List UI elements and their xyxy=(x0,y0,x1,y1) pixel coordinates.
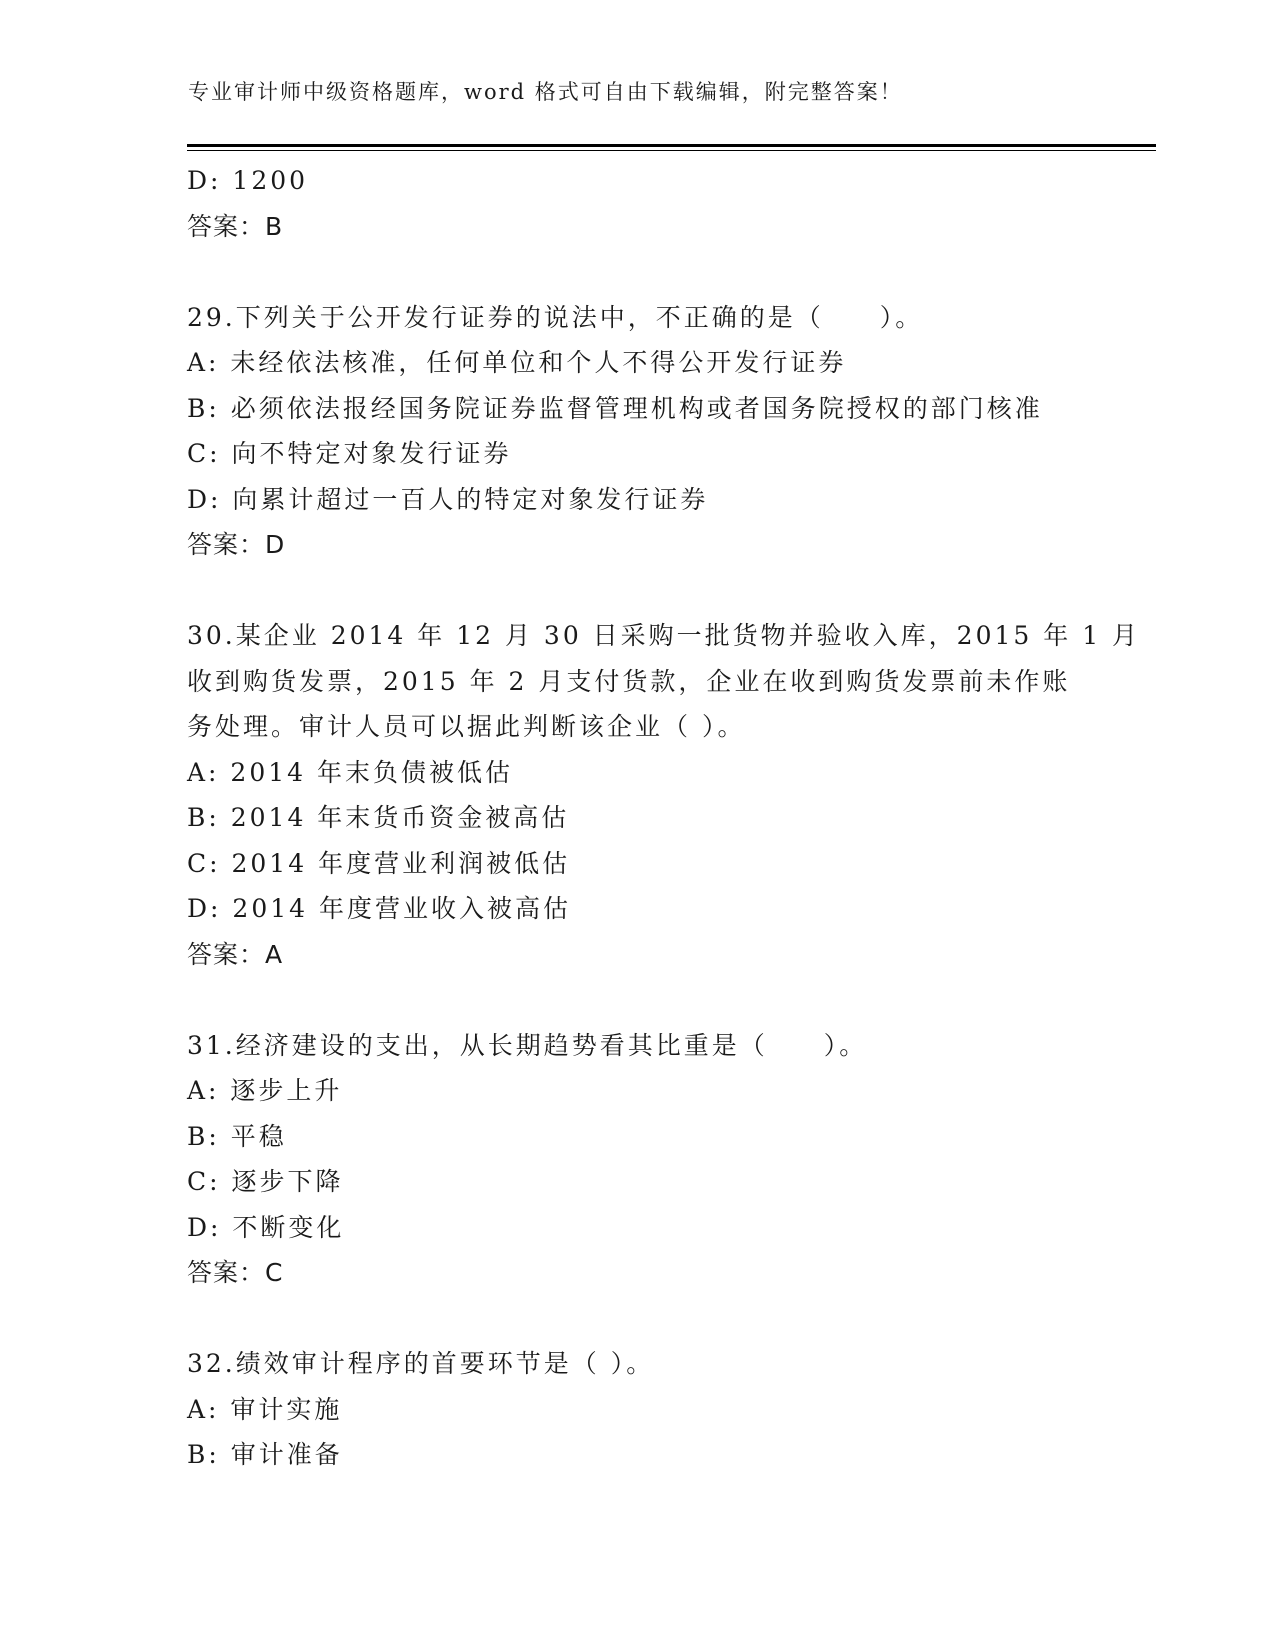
page-header: 专业审计师中级资格题库，word 格式可自由下载编辑，附完整答案！ xyxy=(188,80,903,104)
question-32-option-b: B: 审计准备 xyxy=(187,1440,343,1469)
question-29-option-b: B: 必须依法报经国务院证券监督管理机构或者国务院授权的部门核准 xyxy=(187,393,1043,423)
question-29-answer: 答案：D xyxy=(187,530,286,559)
question-31-stem: 31.经济建设的支出，从长期趋势看其比重是（ ）。 xyxy=(187,1030,868,1060)
spacer xyxy=(187,568,1087,614)
question-29-option-a: A: 未经依法核准，任何单位和个人不得公开发行证券 xyxy=(187,348,847,377)
question-30-option-b: B: 2014 年末货币资金被高估 xyxy=(187,803,570,832)
question-32-option-a: A: 审计实施 xyxy=(187,1394,343,1424)
question-30-stem-line-2: 收到购货发票，2015 年 2 月支付货款，企业在收到购货发票前未作账 xyxy=(187,666,1071,696)
spacer xyxy=(187,977,1087,1023)
question-31-option-d: D: 不断变化 xyxy=(187,1212,345,1242)
header-divider xyxy=(187,144,1156,147)
question-30-option-d: D: 2014 年度营业收入被高估 xyxy=(187,894,571,923)
prev-answer: 答案：B xyxy=(187,211,284,241)
question-32-stem: 32.绩效审计程序的首要环节是（ ）。 xyxy=(187,1349,655,1378)
question-29-stem: 29.下列关于公开发行证券的说法中，不正确的是（ ）。 xyxy=(187,302,924,332)
question-29-option-c: C: 向不特定对象发行证券 xyxy=(187,439,512,468)
question-29-option-d: D: 向累计超过一百人的特定对象发行证券 xyxy=(187,484,709,514)
question-30-stem-line-1: 30.某企业 2014 年 12 月 30 日采购一批货物并验收入库，2015 年 1 月 xyxy=(187,621,1141,650)
question-30-stem-line-3: 务处理。审计人员可以据此判断该企业（ ）。 xyxy=(187,712,746,741)
prev-option-d: D: 1200 xyxy=(187,166,309,195)
header-divider-thin xyxy=(187,150,1156,151)
question-30-option-a: A: 2014 年末负债被低估 xyxy=(187,757,513,787)
question-31-option-c: C: 逐步下降 xyxy=(187,1167,344,1196)
spacer xyxy=(187,1296,1087,1342)
question-30-option-c: C: 2014 年度营业利润被低估 xyxy=(187,848,571,878)
document-body xyxy=(187,158,1141,1478)
question-31-option-a: A: 逐步上升 xyxy=(187,1076,343,1105)
question-31-answer: 答案：C xyxy=(187,1258,284,1287)
spacer xyxy=(187,249,1087,295)
question-30-answer: 答案：A xyxy=(187,939,284,969)
question-31-option-b: B: 平稳 xyxy=(187,1121,287,1151)
